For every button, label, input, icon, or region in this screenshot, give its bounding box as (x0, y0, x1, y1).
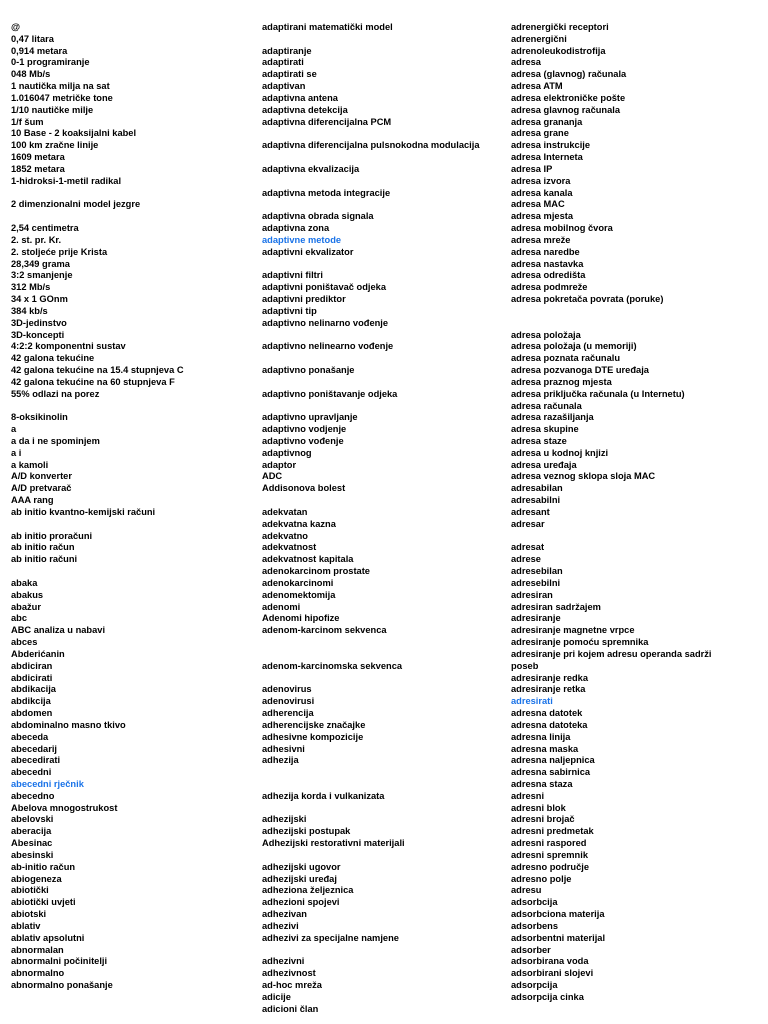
entry-term: ablativ apsolutni (11, 932, 85, 943)
entry-term: A/D konverter (11, 471, 72, 482)
entry-term: adhezijski (262, 814, 307, 825)
entry-column-1 (11, 22, 256, 992)
entry-term: adresiranje (511, 613, 561, 624)
entry-term: adresa elektroničke pošte (511, 92, 626, 103)
entry-term: 0,47 litara (11, 33, 54, 44)
entry-term: adresna datotek (511, 708, 583, 719)
entry-term: adresa odredišta (511, 270, 586, 281)
entry-term: adresni predmetak (511, 826, 594, 837)
entry-term: adaptivno poništavanje odjeka (262, 388, 398, 399)
entry-term: adhezivnost (262, 968, 316, 979)
entry-term: adenomi (262, 601, 301, 612)
entry-term: adaptivna obrada signala (262, 211, 374, 222)
blank-line (262, 330, 507, 342)
entry-term: Adhezijski restorativni materijali (262, 838, 405, 849)
entry-term: adresa pokretača povrata (poruke) (511, 294, 664, 305)
blank-line (262, 353, 507, 365)
entry-term: abiotski (11, 909, 47, 920)
entry-term: adaptivno nelinearno vođenje (262, 341, 394, 352)
entry-term: adresni spremnik (511, 849, 588, 860)
entry-term: abakus (11, 589, 44, 600)
entry-term: adenom-karcinom sekvenca (262, 625, 387, 636)
entry-term: 1.016047 metričke tone (11, 92, 113, 103)
entry-term: adresiran sadržajem (511, 601, 601, 612)
blank-line (11, 401, 256, 413)
entry-term: adaptivni poništavač odjeka (262, 282, 386, 293)
entry-term: adenokarcinomi (262, 577, 334, 588)
entry-term: adresa razašiljanja (511, 412, 594, 423)
entry-term: adresant (511, 506, 550, 517)
entry-term: adresa grane (511, 128, 569, 139)
blank-line (262, 673, 507, 685)
entry-term: adaptirati se (262, 69, 317, 80)
entry-term: Adenomi hipofize (262, 613, 340, 624)
entry-term: a kamoli (11, 459, 49, 470)
entry-column-2 (262, 22, 507, 1016)
entry-term: adresiranje redka (511, 672, 589, 683)
entry-term: adekvatnost kapitala (262, 554, 354, 565)
entry-term: 0,914 metara (11, 45, 68, 56)
entry-term: ad-hoc mreža (262, 980, 322, 991)
entry-column-3 (511, 22, 763, 1004)
entry-term: adresa u kodnoj knjizi (511, 447, 609, 458)
blank-line (11, 519, 256, 531)
entry-term: adrenergički receptori (511, 22, 609, 32)
blank-line (262, 377, 507, 389)
entry-term: abiogeneza (11, 873, 62, 884)
entry-term: adaptivna antena (262, 92, 338, 103)
entry-term: adicioni član (262, 1003, 319, 1014)
entry-term: a (11, 424, 17, 435)
entry-term: adresni (511, 790, 545, 801)
entry-term: adaptivno upravljanje (262, 412, 358, 423)
entry-term: 1-hidroksi-1-metil radikal (11, 175, 122, 186)
entry-term: 3D-jedinstvo (11, 317, 67, 328)
entry-term: adresa grananja (511, 116, 583, 127)
entry-term: 1/f šum (11, 116, 44, 127)
blank-line (262, 128, 507, 140)
entry-term: adresa položaja (u memoriji) (511, 341, 637, 352)
entry-term: abdiciran (11, 660, 53, 671)
entry-term: adaptivna ekvalizacija (262, 163, 360, 174)
entry-term: adresiran (511, 589, 553, 600)
entry-term: adekvatnost (262, 542, 317, 553)
entry-term: adresa računala (511, 400, 582, 411)
entry-term: adekvatno (262, 530, 308, 541)
entry-term: adresa kanala (511, 187, 573, 198)
entry-term: adsorbentni materijal (511, 932, 606, 943)
entry-term: abnormalno ponašanje (11, 980, 113, 991)
blank-line (262, 176, 507, 188)
entry-term: adaptivna metoda integracije (262, 187, 391, 198)
blank-line (262, 945, 507, 957)
entry-term: adhezivi (262, 920, 299, 931)
entry-term: @ (11, 22, 21, 32)
entry-term: abnormalni počinitelji (11, 956, 108, 967)
entry-term: adresa skupine (511, 424, 579, 435)
entry-term: adhezija (262, 755, 299, 766)
blank-line (262, 850, 507, 862)
entry-term: adsorpcija cinka (511, 991, 584, 1002)
entry-term: Addisonova bolest (262, 483, 346, 494)
entry-term: 2,54 centimetra (11, 223, 79, 234)
entry-term: abecedarij (11, 743, 57, 754)
entry-term: ABC analiza u nabavi (11, 625, 106, 636)
blank-line (11, 211, 256, 223)
entry-term: 8-oksikinolin (11, 412, 68, 423)
entry-term: adenovirusi (262, 696, 315, 707)
entry-term: adekvatan (262, 506, 308, 517)
entry-term: adresni raspored (511, 838, 587, 849)
entry-term: adresa mjesta (511, 211, 574, 222)
blank-line (262, 495, 507, 507)
entry-term: adaptor (262, 459, 297, 470)
entry-term: adresa glavnog računala (511, 104, 621, 115)
entry-term: adaptivni filtri (262, 270, 323, 281)
entry-term: adresna staza (511, 779, 573, 789)
entry-term: ab initio kvantno-kemijski računi (11, 506, 156, 517)
blank-line (262, 779, 507, 791)
entry-term: adresiranje pomoću spremnika (511, 637, 649, 648)
entry-term: adaptivna diferencijalna PCM (262, 116, 392, 127)
entry-term: 10 Base - 2 koaksijalni kabel (11, 128, 137, 139)
entry-term: adhezioni spojevi (262, 897, 340, 908)
entry-term: adresa MAC (511, 199, 565, 210)
entry-term: 384 kb/s (11, 305, 48, 316)
entry-term: poseb (511, 660, 539, 671)
entry-term: adaptivno vođenje (262, 435, 344, 446)
entry-term: adresa IP (511, 163, 553, 174)
entry-term: 1/10 nautičke milje (11, 104, 94, 115)
entry-term: adaptivno nelinarno vođenje (262, 317, 389, 328)
entry-term: adaptivno ponašanje (262, 365, 355, 376)
entry-term: adresno polje (511, 873, 572, 884)
entry-term: adresa instrukcije (511, 140, 591, 151)
blank-line (11, 188, 256, 200)
entry-term: ab initio račun (11, 542, 75, 553)
entry-term: adresa praznog mjesta (511, 376, 612, 387)
entry-term: adresa staze (511, 435, 567, 446)
entry-term: abdicirati (11, 672, 53, 683)
entry-term: 4:2:2 komponentni sustav (11, 341, 126, 352)
blank-line (262, 649, 507, 661)
entry-term: 42 galona tekućine na 15.4 stupnjeva C (11, 365, 184, 376)
entry-term: adherencija (262, 708, 314, 719)
entry-term: adresa podmreže (511, 282, 588, 293)
entry-term: adresno područje (511, 861, 590, 872)
entry-term: adresa nastavka (511, 258, 584, 269)
entry-term: 2 dimenzionalni model jezgre (11, 199, 141, 210)
entry-term: adsorbciona materija (511, 909, 605, 920)
entry-term: adhezijski postupak (262, 826, 351, 837)
entry-term: adresni brojač (511, 814, 575, 825)
entry-link[interactable]: adaptivne metode (262, 234, 342, 245)
entry-term: adhezivan (262, 909, 307, 920)
blank-line (511, 531, 763, 543)
entry-term: 1 nautička milja na sat (11, 81, 110, 92)
blank-line (511, 306, 763, 318)
entry-term: adenovirus (262, 684, 312, 695)
entry-term: adsorbirana voda (511, 956, 589, 967)
entry-term: adsorpcija (511, 980, 558, 991)
entry-term: ablativ (11, 920, 41, 931)
entry-term: ab initio računi (11, 554, 78, 565)
entry-term: Abderićanin (11, 648, 65, 659)
blank-line (262, 34, 507, 46)
entry-term: abdikacija (11, 684, 56, 695)
entry-term: A/D pretvarač (11, 483, 72, 494)
entry-term: abelovski (11, 814, 54, 825)
entry-term: adhesivne kompozicije (262, 731, 364, 742)
entry-term: adsorbens (511, 920, 559, 931)
entry-term: 0-1 programiranje (11, 57, 90, 68)
entry-term: adresiranje retka (511, 684, 586, 695)
entry-term: adresa pozvanoga DTE uređaja (511, 365, 649, 376)
entry-term: abiotički (11, 885, 49, 896)
entry-term: adresa uređaja (511, 459, 577, 470)
entry-term: adaptirati (262, 57, 304, 68)
entry-term: adresabilni (511, 495, 561, 506)
entry-term: 048 Mb/s (11, 69, 51, 80)
entry-term: adhezijski ugovor (262, 861, 341, 872)
entry-term: 34 x 1 GOnm (11, 294, 68, 305)
entry-term: adresiranje pri kojem adresu operanda sadrži (511, 648, 712, 659)
entry-term: adheziona željeznica (262, 885, 354, 896)
entry-term: adresa ATM (511, 81, 563, 92)
entry-term: abesinski (11, 849, 54, 860)
entry-term: adaptivni tip (262, 305, 317, 316)
entry-term: adaptirani matematički model (262, 22, 393, 32)
entry-term: adenom-karcinomska sekvenca (262, 660, 403, 671)
entry-term: adicije (262, 991, 291, 1002)
entry-term: adaptivna zona (262, 223, 330, 234)
entry-term: adresna linija (511, 731, 571, 742)
entry-term: abecedni (11, 767, 52, 778)
entry-term: adrenergični (511, 33, 567, 44)
entry-term: adresa poznata računalu (511, 353, 621, 364)
entry-term: AAA rang (11, 495, 54, 506)
entry-term: 42 galona tekućine na 60 stupnjeva F (11, 376, 175, 387)
entry-term: adresa Interneta (511, 152, 583, 163)
entry-term: adaptivan (262, 81, 306, 92)
entry-term: adaptivnog (262, 447, 312, 458)
entry-term: adresni blok (511, 802, 566, 813)
entry-term: adresebilan (511, 566, 563, 577)
entry-term: adresna sabirnica (511, 767, 591, 778)
entry-term: adresebilni (511, 577, 561, 588)
entry-term: abiotički uvjeti (11, 897, 76, 908)
entry-term: adsorbcija (511, 897, 558, 908)
entry-term: abecedno (11, 790, 55, 801)
entry-term: adresar (511, 518, 545, 529)
entry-term: adaptivno vodjenje (262, 424, 347, 435)
entry-term: adhezivni (262, 956, 305, 967)
entry-term: adaptivni ekvalizator (262, 246, 354, 257)
entry-term: abecedirati (11, 755, 61, 766)
entry-term: adaptiranje (262, 45, 312, 56)
entry-term: 42 galona tekućine (11, 353, 95, 364)
entry-term: adaptivna diferencijalna pulsnokodna modulacija (262, 140, 480, 151)
entry-term: adresna naljepnica (511, 755, 595, 766)
entry-term: ab initio proračuni (11, 530, 93, 541)
blank-line (262, 637, 507, 649)
entry-term: 1609 metara (11, 152, 65, 163)
entry-term: adresa mreže (511, 234, 571, 245)
entry-term: adresa (511, 57, 541, 68)
entry-term: adresu (511, 885, 542, 896)
entry-term: adaptivni prediktor (262, 294, 346, 305)
entry-term: adresa položaja (511, 329, 581, 340)
entry-term: 55% odlazi na porez (11, 388, 100, 399)
entry-term: adhezijski uređaj (262, 873, 337, 884)
entry-term: 3D-koncepti (11, 329, 65, 340)
entry-term: 2. stoljeće prije Krista (11, 246, 108, 257)
entry-term: a da i ne spominjem (11, 435, 100, 446)
entry-term: adresiranje magnetne vrpce (511, 625, 635, 636)
entry-link[interactable]: abecedni rječnik (11, 779, 84, 789)
entry-term: Abelova mnogostrukost (11, 802, 118, 813)
entry-term: abnormalan (11, 944, 64, 955)
entry-term: 312 Mb/s (11, 282, 51, 293)
entry-term: abeceda (11, 731, 49, 742)
entry-term: abdominalno masno tkivo (11, 719, 126, 730)
entry-term: abdikcija (11, 696, 51, 707)
entry-term: ab-initio račun (11, 861, 76, 872)
entry-term: adresna datoteka (511, 719, 588, 730)
entry-term: adenomektomija (262, 589, 336, 600)
entry-term: abc (11, 613, 28, 624)
entry-term: ADC (262, 471, 283, 482)
entry-term: adresa izvora (511, 175, 571, 186)
entry-term: a i (11, 447, 22, 458)
blank-line (11, 566, 256, 578)
entry-term: adresat (511, 542, 545, 553)
entry-term: adrese (511, 554, 541, 565)
entry-term: adhezija korda i vulkanizata (262, 790, 385, 801)
entry-term: aberacija (11, 826, 52, 837)
entry-term: adenokarcinom prostate (262, 566, 370, 577)
entry-link[interactable]: adresirati (511, 696, 553, 707)
entry-term: Abesinac (11, 838, 53, 849)
blank-line (262, 803, 507, 815)
entry-term: adresa (glavnog) računala (511, 69, 627, 80)
entry-term: adherencijske značajke (262, 719, 366, 730)
entry-term: 1852 metara (11, 163, 65, 174)
entry-term: adresna maska (511, 743, 579, 754)
entry-term: adaptivna detekcija (262, 104, 348, 115)
blank-line (262, 259, 507, 271)
entry-term: abnormalno (11, 968, 65, 979)
blank-line (511, 318, 763, 330)
blank-line (262, 401, 507, 413)
entry-term: abažur (11, 601, 41, 612)
entry-term: 3:2 smanjenje (11, 270, 73, 281)
entry-term: abdomen (11, 708, 53, 719)
blank-line (262, 767, 507, 779)
entry-term: abaka (11, 577, 38, 588)
entry-term: adresa veznog sklopa sloja MAC (511, 471, 656, 482)
entry-term: adresa priključka računala (u Internetu) (511, 388, 685, 399)
blank-line (262, 152, 507, 164)
entry-term: 28,349 grama (11, 258, 70, 269)
entry-term: 2. st. pr. Kr. (11, 234, 62, 245)
blank-line (262, 199, 507, 211)
entry-term: adhezivi za specijalne namjene (262, 932, 399, 943)
entry-term: adhesivni (262, 743, 305, 754)
entry-term: adekvatna kazna (262, 518, 336, 529)
entry-term: adrenoleukodistrofija (511, 45, 606, 56)
entry-term: adresabilan (511, 483, 563, 494)
entry-term: adresa naredbe (511, 246, 580, 257)
entry-term: adsorber (511, 944, 551, 955)
entry-term: 100 km zračne linije (11, 140, 99, 151)
entry-term: abces (11, 637, 38, 648)
entry-term: adresa mobilnog čvora (511, 223, 613, 234)
entry-term: adsorbirani slojevi (511, 968, 594, 979)
